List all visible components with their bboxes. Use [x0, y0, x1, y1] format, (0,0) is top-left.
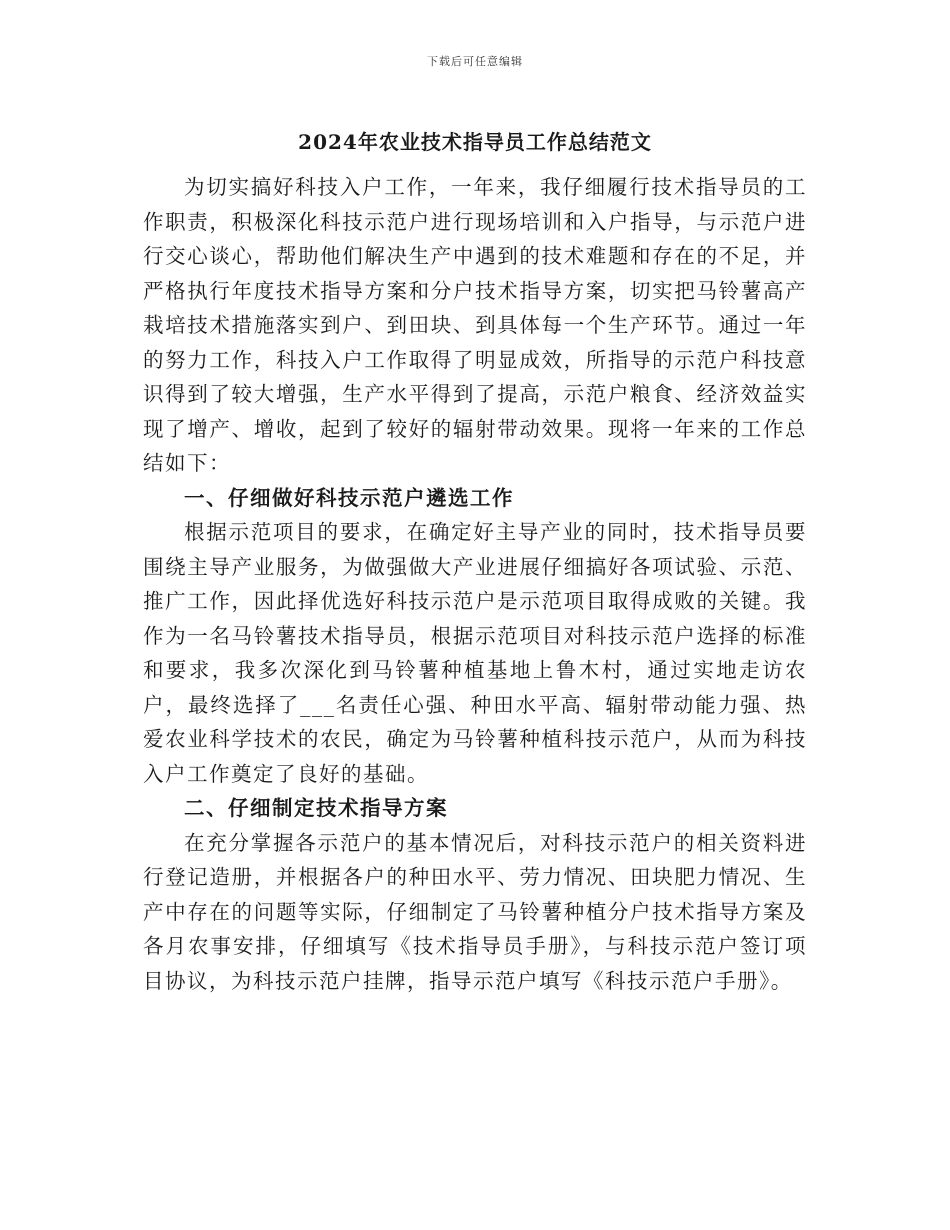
section-2-heading: 二、仔细制定技术指导方案: [184, 796, 448, 820]
section-1-paragraph: 根据示范项目的要求，在确定好主导产业的同时，技术指导员要围绕主导产业服务，为做强做大产业进展仔细搞好各项试验、示范、推广工作，因此择优选好科技示范户是示范项目取得成败的关键。我作为一名马铃薯技术指导员，根据示范项目对科技示范户选择的标准和要求，我多次深化到马铃薯种植基地上鲁木村，通过实地走访农户，最终选择了___名责任心强、种田水平高、辐射带动能力强、热爱农业科学技术的农民，确定为马铃薯种植科技示范户，从而为科技入户工作奠定了良好的基础。: [143, 520, 807, 786]
document-title: 2024年农业技术指导员工作总结范文: [298, 130, 652, 154]
document-body: [143, 170, 807, 998]
section-1-heading: 一、仔细做好科技示范户遴选工作: [184, 485, 514, 510]
page-header-note: 下载后可任意编辑: [427, 55, 523, 68]
intro-paragraph: 为切实搞好科技入户工作，一年来，我仔细履行技术指导员的工作职责，积极深化科技示范户进行现场培训和入户指导，与示范户进行交心谈心，帮助他们解决生产中遇到的技术难题和存在的不足，并严格执行年度技术指导方案和分户技术指导方案，切实把马铃薯高产栽培技术措施落实到户、到田块、到具体每一个生产环节。通过一年的努力工作，科技入户工作取得了明显成效，所指导的示范户科技意识得到了较大增强，生产水平得到了提高，示范户粮食、经济效益实现了增产、增收，起到了较好的辐射带动效果。现将一年来的工作总结如下：: [143, 175, 807, 475]
section-2-paragraph: 在充分掌握各示范户的基本情况后，对科技示范户的相关资料进行登记造册，并根据各户的种田水平、劳力情况、田块肥力情况、生产中存在的问题等实际，仔细制定了马铃薯种植分户技术指导方案及各月农事安排，仔细填写《技术指导员手册》，与科技示范户签订项目协议，为科技示范户挂牌，指导示范户填写《科技示范户手册》。: [143, 830, 807, 993]
